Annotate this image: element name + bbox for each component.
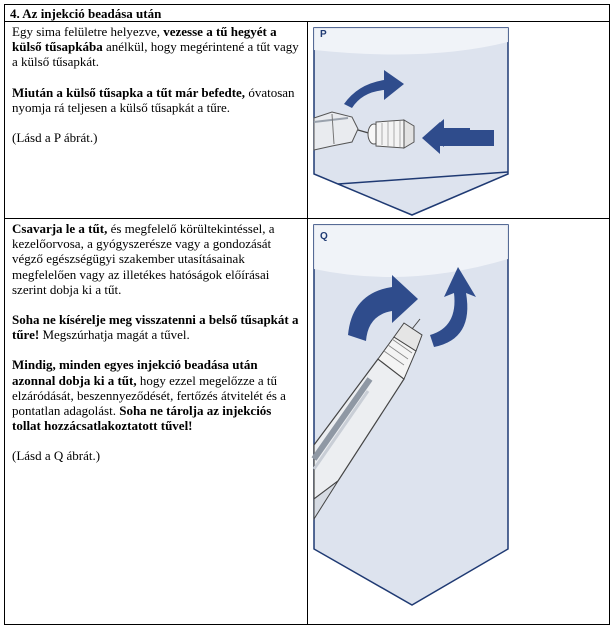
text-run: (Lásd a Q ábrát.) xyxy=(12,448,101,464)
bold-text-run: vezesse a tű hegyét a külső tűsapkába xyxy=(12,24,277,55)
step-p-text xyxy=(5,22,308,219)
step-q-paragraph-1 xyxy=(12,221,300,297)
text-run: anélkül, hogy megérintené a tűt vagy a külső tűsapkát. xyxy=(12,39,299,70)
bold-text-run: Soha ne kísérelje meg visszatenni a belső tűsapkát a tűre! xyxy=(12,312,299,343)
figure-p-illustration xyxy=(308,22,516,218)
bold-text-run: Csavarja le a tűt, xyxy=(12,221,108,236)
figure-q-cell xyxy=(307,219,610,625)
step-p-paragraph-3 xyxy=(12,130,300,145)
instruction-table xyxy=(4,4,610,625)
bold-text-run: Miután a külső tűsapka a tűt már befedte, xyxy=(12,84,246,100)
step-q-text xyxy=(5,219,308,625)
step-q-paragraph-4 xyxy=(12,448,300,463)
text-run: és megfelelő körültekintéssel, a kezelőorvosa, a gyógyszerésze vagy a gondozását végző egészségügyi szakember utasításainak megfelelően vagy az illetékes hatóságok előírásai szerint dobja ki a tűt. xyxy=(12,221,275,297)
figure-p-label: P xyxy=(319,29,327,40)
step-p-paragraph-1 xyxy=(12,24,300,70)
section-title: 4. Az injekció beadása után xyxy=(5,5,610,22)
text-run: (Lásd a P ábrát.) xyxy=(12,130,98,146)
figure-q-label: Q xyxy=(319,231,328,242)
text-run: Megszúrhatja magát a tűvel. xyxy=(39,327,190,343)
figure-q-illustration xyxy=(308,219,516,623)
step-q-paragraph-3 xyxy=(12,357,300,433)
step-q-paragraph-2 xyxy=(12,312,300,342)
text-run: óvatosan nyomja rá teljesen a külső tűsapkát a tűre. xyxy=(12,84,295,115)
bold-text-run: Soha ne tárolja az injekciós tollat hozzácsatlakoztatott tűvel! xyxy=(12,403,272,434)
text-run: Egy sima felületre helyezve, xyxy=(12,24,164,39)
bold-text-run: Mindig, minden egyes injekció beadása után azonnal dobja ki a tűt, xyxy=(12,357,258,388)
step-p-paragraph-2 xyxy=(12,85,300,115)
text-run: hogy ezzel megelőzze a tű elzáródását, beszennyeződését, fertőzés átvitelét és a pontatlan adagolást. xyxy=(12,372,286,419)
figure-p-cell xyxy=(307,22,610,219)
